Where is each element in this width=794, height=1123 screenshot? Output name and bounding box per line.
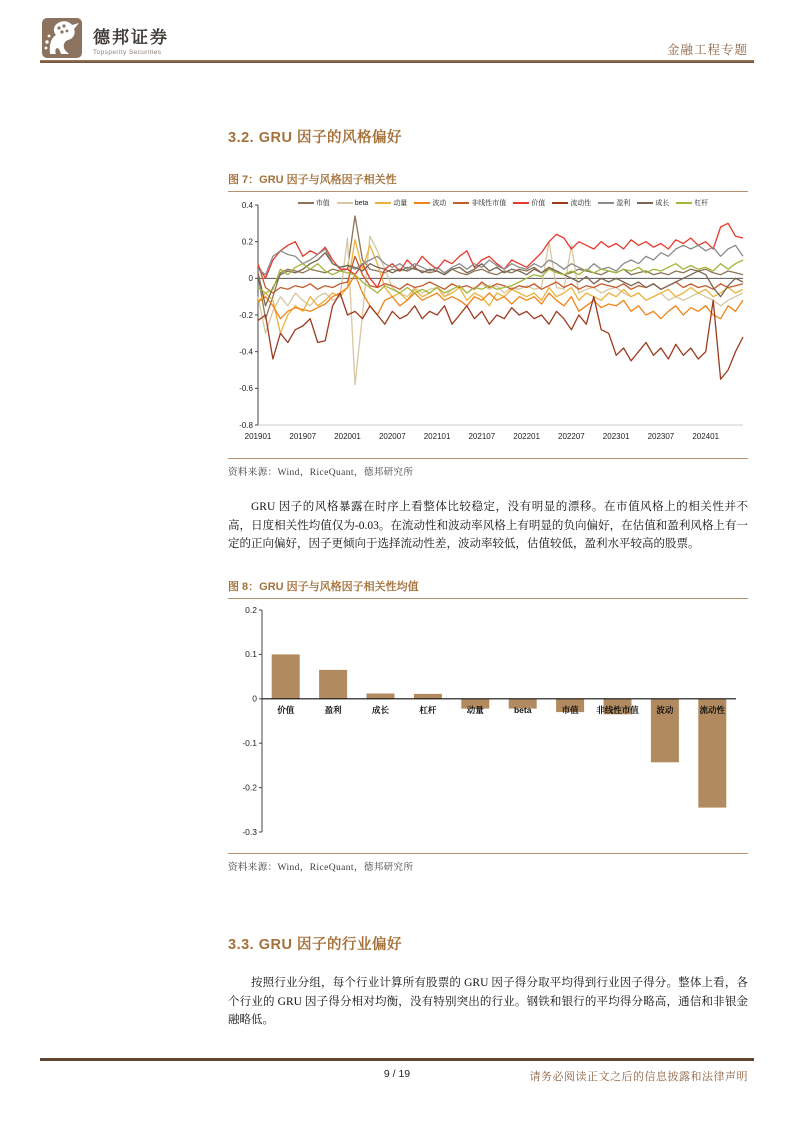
- section-title-3-2: 3.2. GRU 因子的风格偏好: [228, 130, 402, 146]
- figure-8: [228, 578, 748, 873]
- svg-text:201901: 201901: [244, 432, 272, 441]
- svg-text:202201: 202201: [513, 432, 540, 441]
- svg-text:202301: 202301: [602, 432, 630, 441]
- legend-swatch-icon: [676, 202, 692, 204]
- figure8-bar-chart: [228, 602, 748, 849]
- legend-item-成长: 成长: [637, 198, 669, 208]
- svg-text:201907: 201907: [289, 432, 317, 441]
- page-number: 9 / 19: [383, 1068, 411, 1080]
- svg-text:-0.3: -0.3: [242, 826, 257, 837]
- legend-item-市值: 市值: [298, 198, 330, 208]
- svg-text:-0.4: -0.4: [239, 347, 253, 357]
- legend-swatch-icon: [298, 202, 314, 204]
- legend-item-杠杆: 杠杆: [676, 198, 708, 208]
- paragraph-style-exposure: GRU 因子的风格暴露在时序上看整体比较稳定，没有明显的漂移。在市值风格上的相关性并不高，日度相关性均值仅为-0.03。在流动性和波动率风格上有明显的负向偏好，在估值和盈利风格上有一定的正向偏好，因子更倾向于选择流动性差，波动率较低，估值较低，盈利水平较高的股票。: [228, 501, 748, 551]
- legend-swatch-icon: [453, 202, 469, 204]
- svg-text:价值: 价值: [277, 704, 295, 715]
- svg-text:-0.2: -0.2: [239, 310, 253, 320]
- legend-item-动量: 动量: [375, 198, 407, 208]
- svg-text:动量: 动量: [466, 704, 484, 715]
- figure7-line-chart: [228, 195, 748, 454]
- page-footer: [40, 1068, 754, 1088]
- header-divider: [40, 60, 754, 63]
- svg-text:-0.6: -0.6: [239, 384, 253, 394]
- svg-text:波动: 波动: [656, 704, 674, 715]
- figure8-caption: 图 8：GRU 因子与风格因子相关性均值: [228, 580, 419, 593]
- svg-text:成长: 成长: [371, 704, 390, 715]
- svg-text:市值: 市值: [561, 704, 579, 715]
- figure-7: [228, 171, 748, 478]
- brand: [40, 14, 754, 65]
- svg-text:盈利: 盈利: [324, 704, 342, 715]
- svg-text:202207: 202207: [558, 432, 585, 441]
- svg-text:202007: 202007: [378, 432, 406, 441]
- legend-swatch-icon: [637, 202, 653, 204]
- section-title-3-3: 3.3. GRU 因子的行业偏好: [228, 936, 402, 953]
- svg-text:202307: 202307: [647, 432, 675, 441]
- svg-text:beta: beta: [513, 704, 532, 715]
- figure7-bottom-rule: [228, 458, 748, 459]
- svg-text:0.2: 0.2: [245, 604, 257, 615]
- legend-item-波动: 波动: [414, 198, 446, 208]
- footer-disclaimer: 请务必阅读正文之后的信息披露和法律声明: [529, 1071, 748, 1083]
- paragraph-industry-preference: 按照行业分组，每个行业计算所有股票的 GRU 因子得分取平均得到行业因子得分。整体上看，各个行业的 GRU 因子得分相对均衡，没有特别突出的行业。钢铁和银行的平均得分略高，通信和非银金融略低。: [228, 976, 748, 1027]
- legend-item-beta: beta: [337, 198, 369, 208]
- figure7-source: 资料来源：Wind，RiceQuant，德邦研究所: [228, 468, 414, 478]
- main-content: [228, 126, 748, 1030]
- svg-text:0.4: 0.4: [241, 200, 253, 210]
- legend-swatch-icon: [513, 202, 529, 204]
- legend-swatch-icon: [375, 202, 391, 204]
- legend-swatch-icon: [552, 202, 568, 204]
- figure8-top-rule: [228, 598, 748, 599]
- svg-text:202001: 202001: [334, 432, 361, 441]
- svg-text:流动性: 流动性: [699, 704, 726, 715]
- svg-text:0.1: 0.1: [245, 649, 257, 660]
- svg-text:202101: 202101: [423, 432, 451, 441]
- svg-text:杠杆: 杠杆: [419, 704, 437, 715]
- legend-item-流动性: 流动性: [552, 198, 591, 208]
- figure7-caption: 图 7：GRU 因子与风格因子相关性: [228, 174, 397, 186]
- svg-text:-0.1: -0.1: [242, 737, 257, 748]
- svg-text:202107: 202107: [468, 432, 496, 441]
- line-chart-canvas: [228, 195, 748, 449]
- brand-subtitle: Topsperity Securities: [93, 49, 162, 56]
- svg-text:0.2: 0.2: [241, 237, 253, 247]
- report-category: 金融工程专题: [666, 43, 748, 57]
- figure8-source: 资料来源：Wind，RiceQuant，德邦研究所: [228, 862, 414, 873]
- legend-item-非线性市值: 非线性市值: [453, 198, 506, 208]
- svg-text:0: 0: [252, 693, 257, 704]
- brand-leopard-logo-icon: [40, 14, 84, 65]
- svg-text:非线性市值: 非线性市值: [596, 704, 639, 715]
- svg-text:202401: 202401: [692, 432, 720, 441]
- legend-item-价值: 价值: [513, 198, 545, 208]
- brand-text: [93, 23, 169, 56]
- brand-name: 德邦证券: [93, 28, 169, 47]
- page-header: [40, 14, 754, 62]
- figure7-top-rule: [228, 191, 748, 192]
- legend-swatch-icon: [598, 202, 614, 204]
- svg-text:-0.8: -0.8: [239, 420, 253, 430]
- bar-chart-canvas: [228, 602, 748, 844]
- legend-swatch-icon: [414, 202, 430, 204]
- figure8-bottom-rule: [228, 853, 748, 854]
- legend-swatch-icon: [337, 202, 353, 204]
- svg-text:0: 0: [248, 274, 253, 284]
- svg-text:-0.2: -0.2: [242, 782, 257, 793]
- legend-item-盈利: 盈利: [598, 198, 630, 208]
- footer-divider: [40, 1058, 754, 1061]
- figure7-legend: [258, 198, 748, 208]
